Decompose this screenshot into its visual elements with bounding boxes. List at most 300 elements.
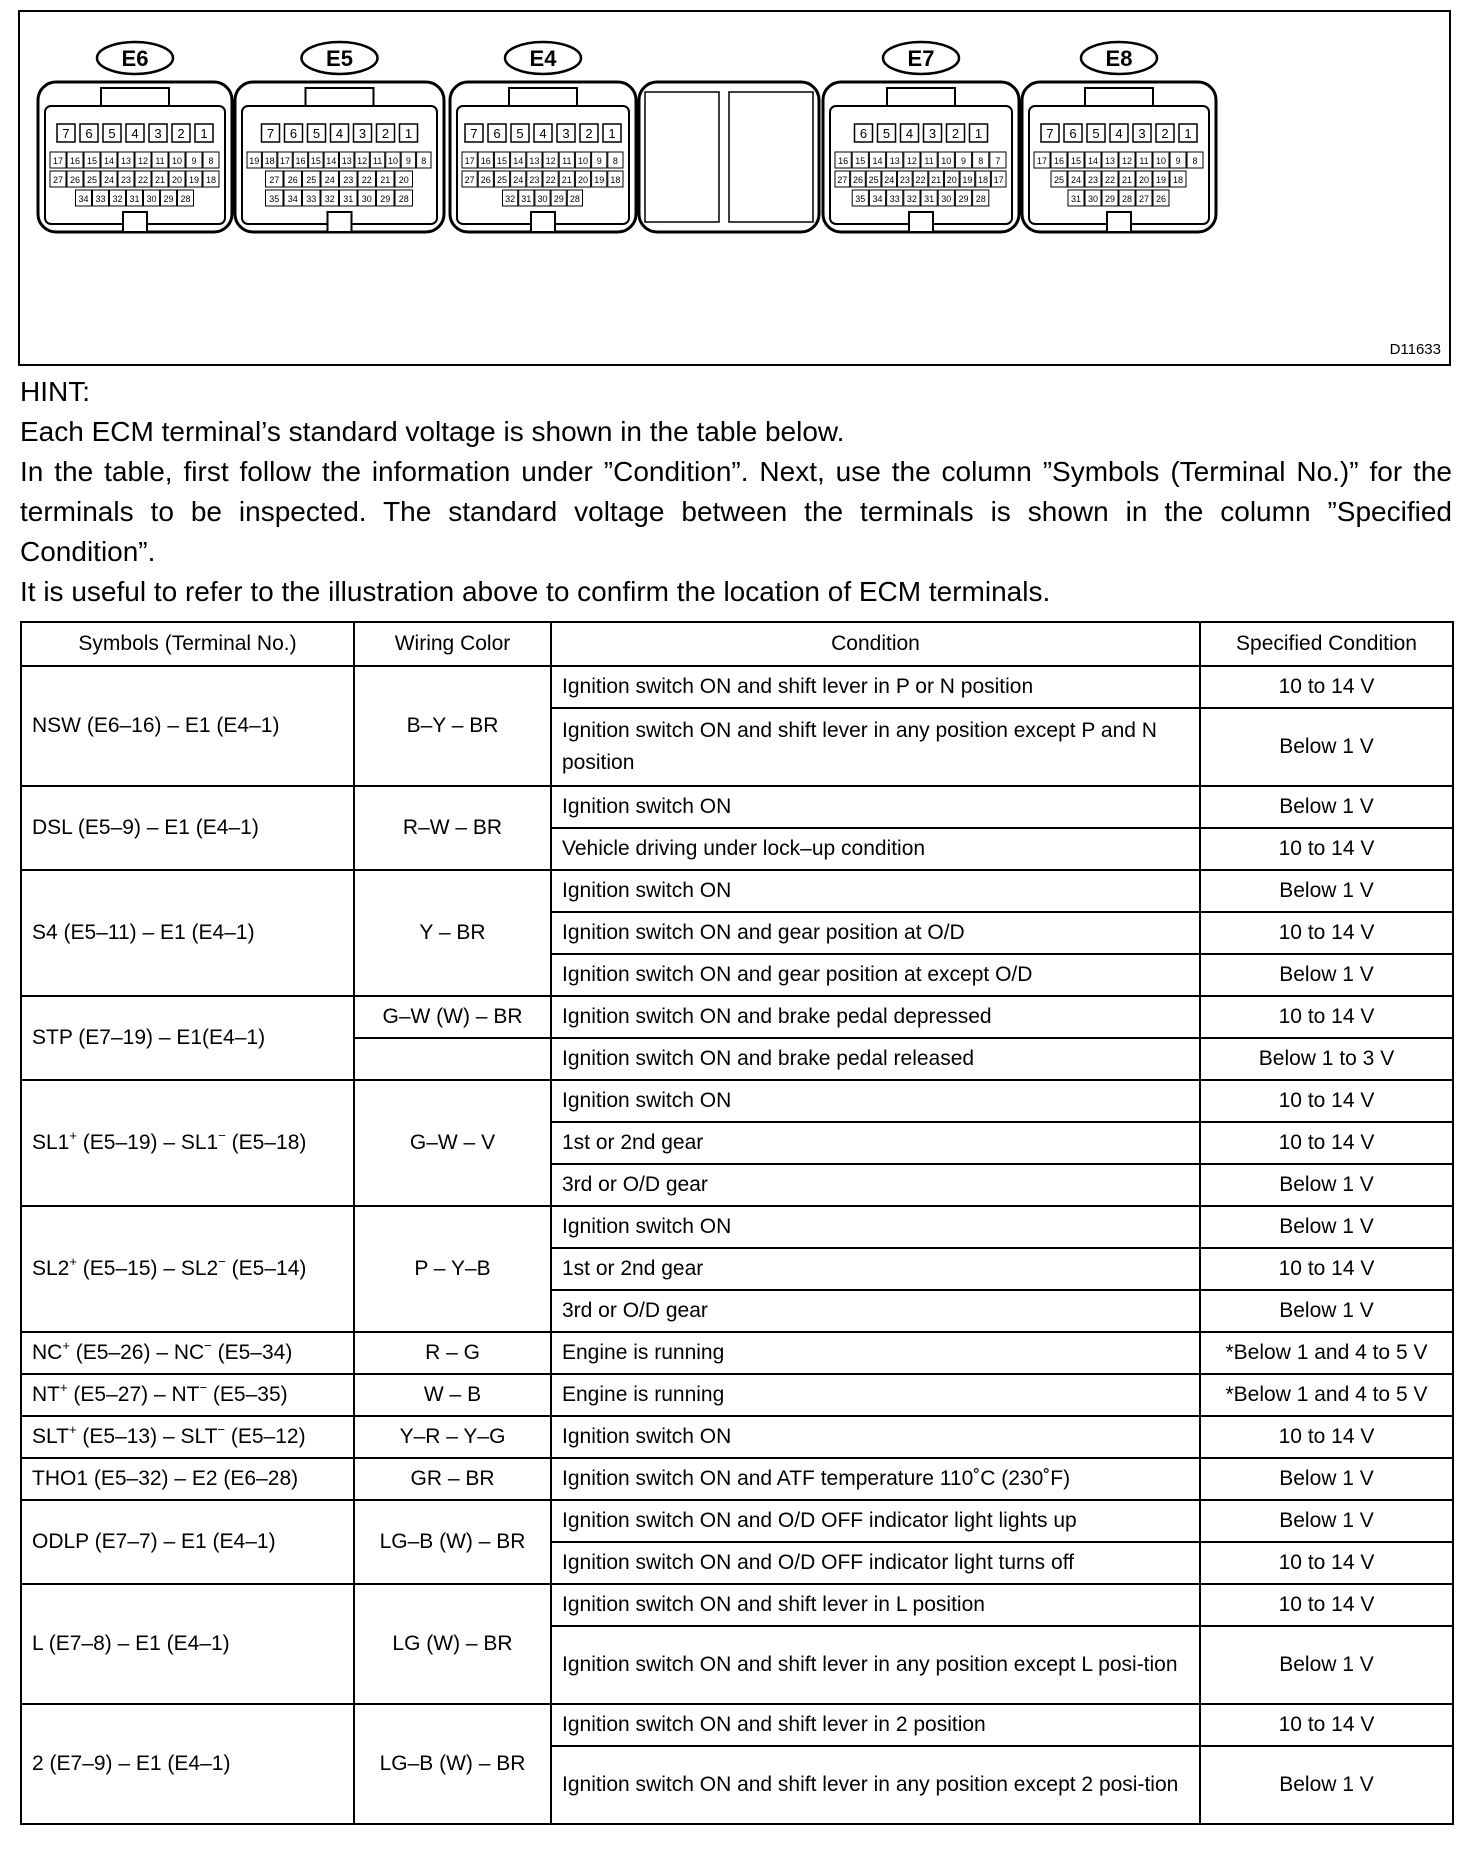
terminal-number: 23 [899,175,910,185]
terminal-number: 26 [480,175,491,185]
condition-cell: Ignition switch ON and ATF temperature 110˚C (230˚F) [551,1458,1200,1500]
table-row [21,1416,1453,1458]
terminal-number: 22 [545,175,556,185]
terminal-number: 12 [357,156,368,166]
wiring-color-cell: Y–R – Y–G [354,1416,551,1458]
wiring-color-cell: LG–B (W) – BR [354,1704,551,1824]
terminal-number: 30 [361,194,372,204]
terminal-number: 30 [1087,194,1099,204]
table-row [21,1080,1453,1122]
terminal-number: 8 [1192,156,1198,166]
terminal-number: 18 [610,175,621,185]
terminal-number: 2 [951,126,960,141]
symbol-cell [21,1206,354,1332]
terminal-number: 1 [608,126,616,141]
terminal-number: 19 [594,175,605,185]
terminal-number: 26 [1155,194,1167,204]
table-body [21,666,1453,1824]
terminal-number: 28 [1121,194,1133,204]
table-row [21,1206,1453,1248]
lock-tab [328,212,352,232]
specified-condition-cell: Below 1 V [1200,1626,1453,1704]
terminal-number: 31 [924,194,935,204]
condition-cell: Ignition switch ON and O/D OFF indicator light lights up [551,1500,1200,1542]
terminal-number: 15 [496,156,508,166]
connector-key [101,88,169,106]
terminal-number: 22 [915,175,926,185]
terminal-number: 23 [529,175,540,185]
terminal-number: 4 [131,126,139,141]
terminal-number: 7 [995,156,1001,166]
hint-line-3: It is useful to refer to the illustration above to confirm the location of ECM terminals. [20,576,1051,607]
terminal-number: 4 [335,126,344,141]
terminal-number: 23 [1087,175,1099,185]
condition-cell: Ignition switch ON and shift lever in P or N position [551,666,1200,708]
terminal-number: 21 [561,175,572,185]
terminal-number: 25 [496,175,508,185]
terminal-number: 3 [928,126,937,141]
wiring-color-cell: LG–B (W) – BR [354,1500,551,1584]
figure-id: D11633 [1389,341,1441,358]
terminal-number: 15 [1070,156,1082,166]
terminal-number: 26 [852,175,863,185]
terminal-number: 29 [163,194,174,204]
connector-label: E7 [907,46,935,71]
terminal-number: 33 [95,194,106,204]
terminal-number: 7 [62,126,70,141]
terminal-number: 32 [324,194,335,204]
condition-cell: Ignition switch ON and shift lever in L position [551,1584,1200,1626]
condition-cell: 3rd or O/D gear [551,1290,1200,1332]
terminal-number: 4 [1115,126,1123,141]
table-row [21,1374,1453,1416]
terminal-number: 34 [287,194,298,204]
terminal-number: 7 [470,126,478,141]
terminal-number: 31 [129,194,140,204]
terminal-number: 6 [289,126,298,141]
wiring-color-cell: P – Y–B [354,1206,551,1332]
terminal-number: 29 [958,194,969,204]
terminal-number: 30 [146,194,157,204]
symbol-text: (E5–14) [225,1257,307,1280]
ecm-connector-illustration [18,10,1451,366]
terminal-number: 19 [249,156,260,166]
terminal-number: 28 [180,194,191,204]
terminal-number: 19 [1155,175,1167,185]
terminal-number: 17 [1036,156,1048,166]
symbol-text: (E5–34) [211,1341,293,1364]
terminal-number: 13 [1104,156,1116,166]
wiring-color-cell: GR – BR [354,1458,551,1500]
symbol-cell: ODLP (E7–7) – E1 (E4–1) [21,1500,354,1584]
wiring-color-cell: G–W – V [354,1080,551,1206]
terminal-number: 8 [612,156,618,166]
terminal-number: 15 [310,156,321,166]
table-row [21,1704,1453,1746]
table-row [21,1584,1453,1626]
table-row [21,996,1453,1038]
terminal-number: 14 [872,156,883,166]
terminal-number: 12 [1121,156,1133,166]
terminal-number: 2 [177,126,185,141]
terminal-number: 34 [78,194,89,204]
header-condition: Condition [551,622,1200,666]
terminal-number: 16 [1053,156,1065,166]
terminal-number: 27 [1138,194,1150,204]
symbol-text: (E5–18) [225,1131,307,1154]
terminal-number: 20 [398,175,409,185]
terminal-number: 14 [513,156,524,166]
terminal-number: 20 [946,175,957,185]
terminal-number: 32 [112,194,123,204]
connector-key [509,88,577,106]
wiring-color-cell: R–W – BR [354,786,551,870]
header-wiring-color: Wiring Color [354,622,551,666]
terminal-number: 14 [103,156,115,166]
polarity-sign: + [68,1422,77,1437]
terminal-number: 10 [941,156,952,166]
terminal-number: 11 [372,156,383,166]
terminal-number: 17 [993,175,1004,185]
terminal-number: 22 [137,175,149,185]
specified-condition-cell: 10 to 14 V [1200,912,1453,954]
terminal-number: 11 [924,156,934,166]
condition-cell: Ignition switch ON and brake pedal released [551,1038,1200,1080]
terminal-number: 20 [577,175,589,185]
specified-condition-cell: 10 to 14 V [1200,1416,1453,1458]
terminal-number: 28 [975,194,986,204]
condition-cell: Ignition switch ON and shift lever in any position except P and N position [551,708,1200,786]
terminal-number: 2 [585,126,593,141]
terminal-number: 24 [324,175,335,185]
terminal-number: 21 [931,175,942,185]
terminal-number: 24 [513,175,524,185]
terminal-number: 21 [380,175,391,185]
terminal-number: 31 [343,194,354,204]
polarity-sign: + [62,1338,70,1353]
wiring-color-cell: R – G [354,1332,551,1374]
terminal-number: 23 [343,175,354,185]
condition-cell: Ignition switch ON [551,786,1200,828]
blank-window [645,92,719,222]
specified-condition-cell: 10 to 14 V [1200,1542,1453,1584]
condition-cell: 1st or 2nd gear [551,1248,1200,1290]
terminal-number: 16 [295,156,306,166]
terminal-number: 3 [1138,126,1146,141]
terminal-number: 32 [906,194,917,204]
specified-condition-cell: 10 to 14 V [1200,996,1453,1038]
terminal-number: 8 [978,156,984,166]
terminal-number: 9 [191,156,197,166]
terminal-number: 6 [493,126,501,141]
terminal-number: 22 [361,175,372,185]
connector-label: E4 [529,46,557,71]
condition-cell: Engine is running [551,1374,1200,1416]
terminal-number: 1 [974,126,983,141]
terminal-number: 3 [562,126,570,141]
terminal-number: 27 [52,175,64,185]
terminal-number: 28 [569,194,580,204]
symbol-cell: 2 (E7–9) – E1 (E4–1) [21,1704,354,1824]
terminal-number: 27 [464,175,475,185]
terminal-number: 17 [464,156,475,166]
terminal-number: 30 [941,194,952,204]
terminal-number: 11 [155,156,165,166]
connector-key [1085,88,1153,106]
connector-key [887,88,955,106]
specified-condition-cell: 10 to 14 V [1200,1248,1453,1290]
terminal-number: 29 [553,194,564,204]
wiring-color-cell: Y – BR [354,870,551,996]
symbol-text: NT [32,1383,60,1406]
terminal-number: 8 [421,156,427,166]
symbol-text: NC [32,1341,63,1364]
terminal-number: 14 [1087,156,1099,166]
symbol-text: (E5–35) [207,1383,288,1406]
terminal-number: 25 [306,175,317,185]
terminal-number: 6 [85,126,93,141]
symbol-text: (E5–12) [225,1425,306,1448]
symbol-text: SLT [32,1425,69,1448]
terminal-number: 4 [539,126,547,141]
terminal-number: 15 [86,156,98,166]
terminal-number: 31 [1070,194,1082,204]
terminal-number: 32 [505,194,516,204]
terminal-number: 23 [120,175,132,185]
terminal-number: 25 [868,175,879,185]
terminal-number: 10 [577,156,589,166]
specified-condition-cell: Below 1 V [1200,1206,1453,1248]
terminal-number: 25 [86,175,98,185]
terminal-number: 24 [1070,175,1082,185]
terminal-number: 18 [1172,175,1184,185]
terminal-number: 13 [341,156,352,166]
terminal-number: 35 [855,194,866,204]
terminal-number: 5 [108,126,116,141]
terminal-number: 33 [306,194,317,204]
terminal-number: 27 [837,175,848,185]
specified-condition-cell: Below 1 V [1200,954,1453,996]
terminal-number: 33 [889,194,900,204]
symbol-text: (E5–15) – SL2 [76,1257,219,1280]
terminal-voltage-table [20,621,1454,1825]
condition-cell: Vehicle driving under lock–up condition [551,828,1200,870]
connector-label: E8 [1105,46,1133,71]
table-row [21,1458,1453,1500]
symbol-cell: L (E7–8) – E1 (E4–1) [21,1584,354,1704]
condition-cell: Ignition switch ON and brake pedal depressed [551,996,1200,1038]
terminal-number: 21 [154,175,166,185]
lock-tab [1107,212,1131,232]
terminal-number: 13 [889,156,900,166]
condition-cell: 3rd or O/D gear [551,1164,1200,1206]
specified-condition-cell: *Below 1 and 4 to 5 V [1200,1332,1453,1374]
symbol-cell [21,1416,354,1458]
symbol-text: (E5–27) – NT [67,1383,200,1406]
wiring-color-cell: W – B [354,1374,551,1416]
symbol-cell: NSW (E6–16) – E1 (E4–1) [21,666,354,786]
terminal-number: 20 [1138,175,1150,185]
terminal-number: 24 [884,175,895,185]
polarity-sign: − [218,1128,226,1143]
specified-condition-cell: Below 1 to 3 V [1200,1038,1453,1080]
terminal-number: 27 [269,175,280,185]
terminal-number: 20 [171,175,183,185]
terminal-number: 10 [1155,156,1167,166]
condition-cell: Ignition switch ON and shift lever in any position except 2 posi-tion [551,1746,1200,1824]
connector-drawing [20,12,1449,364]
symbol-text: (E5–13) – SLT [76,1425,218,1448]
terminal-number: 15 [855,156,866,166]
terminal-number: 28 [398,194,409,204]
terminal-number: 24 [103,175,115,185]
hint-line-2: In the table, first follow the information under ”Condition”. Next, use the column ”Symbols (Terminal No.)” for the terminals to be inspected. The standard voltage between the terminals is shown in the column ”Specified Condition”. [20,456,1452,567]
condition-cell: 1st or 2nd gear [551,1122,1200,1164]
terminal-number: 18 [205,175,217,185]
specified-condition-cell: 10 to 14 V [1200,1122,1453,1164]
table-header-row [21,622,1453,666]
terminal-number: 12 [137,156,149,166]
terminal-number: 5 [312,126,321,141]
terminal-number: 16 [480,156,491,166]
terminal-number: 1 [404,126,413,141]
polarity-sign: + [60,1380,68,1395]
table-row [21,666,1453,708]
specified-condition-cell: 10 to 14 V [1200,666,1453,708]
terminal-number: 6 [859,126,868,141]
terminal-number: 8 [208,156,214,166]
terminal-number: 2 [381,126,390,141]
specified-condition-cell: Below 1 V [1200,1458,1453,1500]
terminal-number: 5 [882,126,891,141]
connector-label: E5 [326,46,353,71]
terminal-number: 3 [154,126,162,141]
polarity-sign: − [204,1338,212,1353]
condition-cell: Ignition switch ON and gear position at except O/D [551,954,1200,996]
polarity-sign: + [69,1254,77,1269]
terminal-number: 35 [269,194,280,204]
wiring-color-cell: G–W (W) – BR [354,996,551,1038]
terminal-number: 6 [1069,126,1077,141]
hint-title: HINT: [20,376,90,407]
terminal-number: 5 [516,126,524,141]
symbol-text: SL2 [32,1257,70,1280]
terminal-number: 9 [596,156,602,166]
wiring-color-empty-cell [354,1038,551,1080]
terminal-number: 3 [358,126,367,141]
hint-section [20,372,1452,612]
terminal-number: 26 [287,175,298,185]
terminal-number: 26 [69,175,81,185]
specified-condition-cell: *Below 1 and 4 to 5 V [1200,1374,1453,1416]
symbol-cell: DSL (E5–9) – E1 (E4–1) [21,786,354,870]
terminal-number: 7 [266,126,275,141]
symbol-text: (E5–26) – NC [69,1341,205,1364]
symbol-cell [21,1080,354,1206]
terminal-number: 1 [200,126,208,141]
terminal-number: 17 [52,156,64,166]
polarity-sign: − [199,1380,208,1395]
terminal-number: 22 [1104,175,1116,185]
condition-cell: Ignition switch ON and O/D OFF indicator light turns off [551,1542,1200,1584]
wiring-color-cell: LG (W) – BR [354,1584,551,1704]
terminal-number: 11 [1139,156,1149,166]
terminal-number: 19 [962,175,973,185]
connector-key [306,88,374,106]
condition-cell: Ignition switch ON [551,870,1200,912]
hint-line-1: Each ECM terminal’s standard voltage is shown in the table below. [20,416,845,447]
symbol-text: SL1 [32,1131,70,1154]
wiring-color-cell: B–Y – BR [354,666,551,786]
condition-cell: Ignition switch ON and gear position at O/D [551,912,1200,954]
terminal-number: 16 [69,156,81,166]
terminal-number: 1 [1184,126,1192,141]
specified-condition-cell: Below 1 V [1200,786,1453,828]
table-row [21,786,1453,828]
symbol-text: (E5–19) – SL1 [76,1131,219,1154]
specified-condition-cell: Below 1 V [1200,1164,1453,1206]
terminal-number: 14 [326,156,337,166]
terminal-number: 29 [1104,194,1116,204]
condition-cell: Ignition switch ON and shift lever in 2 position [551,1704,1200,1746]
condition-cell: Ignition switch ON [551,1206,1200,1248]
specified-condition-cell: Below 1 V [1200,1290,1453,1332]
symbol-cell: STP (E7–19) – E1(E4–1) [21,996,354,1080]
table-row [21,1332,1453,1374]
symbol-cell [21,1332,354,1374]
polarity-sign: − [218,1254,226,1269]
terminal-number: 4 [905,126,914,141]
terminal-number: 10 [387,156,398,166]
terminal-number: 9 [1175,156,1181,166]
terminal-number: 30 [537,194,548,204]
terminal-number: 5 [1092,126,1100,141]
specified-condition-cell: Below 1 V [1200,708,1453,786]
terminal-number: 34 [872,194,883,204]
terminal-number: 12 [906,156,917,166]
lock-tab [531,212,555,232]
condition-cell: Ignition switch ON [551,1080,1200,1122]
header-symbols: Symbols (Terminal No.) [21,622,354,666]
terminal-number: 7 [1046,126,1054,141]
terminal-number: 12 [545,156,556,166]
terminal-number: 2 [1161,126,1169,141]
specified-condition-cell: 10 to 14 V [1200,1584,1453,1626]
lock-tab [123,212,147,232]
specified-condition-cell: 10 to 14 V [1200,1704,1453,1746]
terminal-number: 25 [1053,175,1065,185]
terminal-number: 31 [521,194,532,204]
specified-condition-cell: Below 1 V [1200,870,1453,912]
polarity-sign: − [217,1422,226,1437]
symbol-cell: THO1 (E5–32) – E2 (E6–28) [21,1458,354,1500]
header-specified-condition: Specified Condition [1200,622,1453,666]
symbol-cell: S4 (E5–11) – E1 (E4–1) [21,870,354,996]
terminal-number: 13 [529,156,540,166]
symbol-cell [21,1374,354,1416]
polarity-sign: + [69,1128,77,1143]
terminal-number: 10 [171,156,183,166]
table-row [21,870,1453,912]
specified-condition-cell: 10 to 14 V [1200,828,1453,870]
terminal-number: 19 [188,175,200,185]
specified-condition-cell: Below 1 V [1200,1500,1453,1542]
terminal-number: 29 [380,194,391,204]
terminal-number: 9 [960,156,967,166]
specified-condition-cell: Below 1 V [1200,1746,1453,1824]
terminal-number: 17 [280,156,291,166]
terminal-number: 18 [978,175,989,185]
